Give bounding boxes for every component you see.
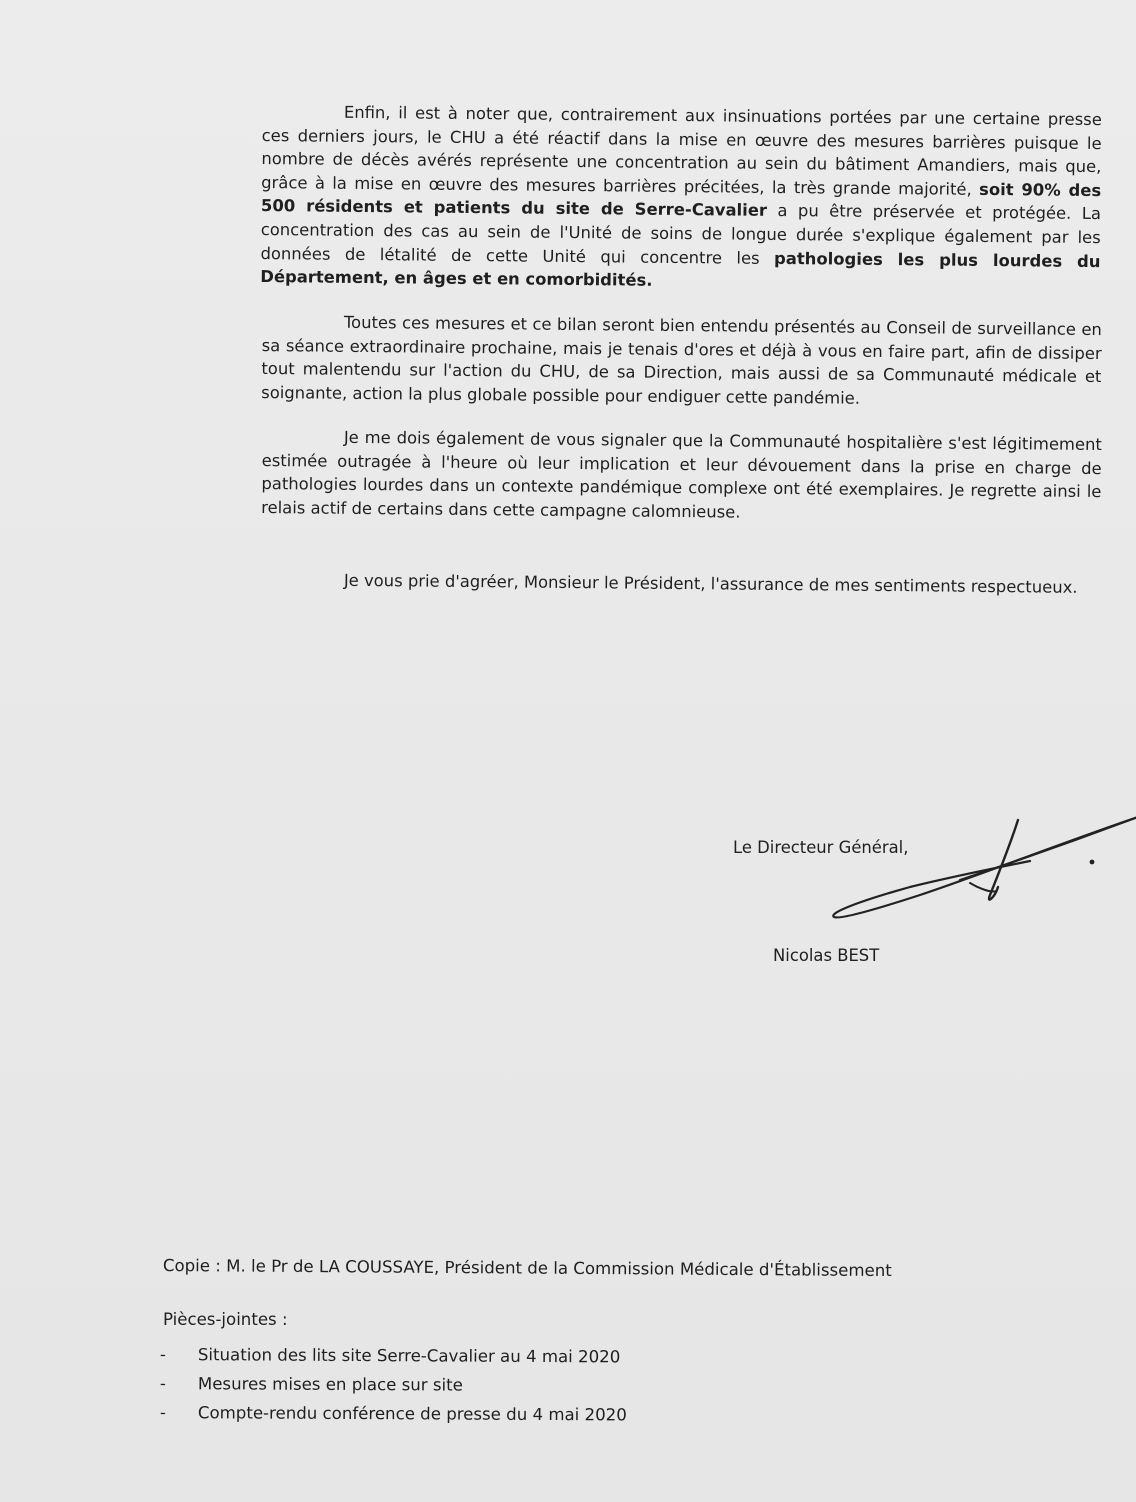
list-item	[160, 1340, 627, 1371]
paragraph-segment-bold: pathologies les plus lourdes du Département, en âges et en comorbidités.	[260, 248, 1101, 290]
paragraph-enfin	[260, 100, 1102, 297]
signature-title: Le Directeur Général,	[733, 838, 909, 857]
attachment-label: Situation des lits site Serre-Cavalier au 4 mai 2020	[197, 1345, 621, 1367]
closing-formula: Je vous prie d'agréer, Monsieur le Président, l'assurance de mes sentiments respectueux.	[343, 570, 1078, 597]
attachment-label: Mesures mises en place sur site	[197, 1374, 463, 1395]
attachments-list	[160, 1340, 627, 1427]
list-item	[160, 1398, 627, 1429]
copy-recipient: Copie : M. le Pr de LA COUSSAYE, Président de la Commission Médicale d'Établissement	[162, 1256, 892, 1281]
paragraph-communaute	[261, 425, 1102, 527]
letter-body	[262, 100, 1102, 612]
paragraph-segment: Enfin, il est à noter que, contrairement aux insinuations portées par une certaine presse ces derniers jours, le CHU a été réactif dans la mise en œuvre des mesures barrières puisque le nombre de décès avérés représente une concentration au sein du bâtiment Amandiers, mais que, grâce à la mise en œuvre des mesures barrières précitées, la très grande majorité,	[261, 102, 1102, 199]
signer-name: Nicolas BEST	[773, 946, 880, 965]
attachments-title: Pièces-jointes :	[163, 1310, 288, 1329]
handwritten-signature	[820, 805, 1136, 935]
list-dash: -	[159, 1344, 166, 1365]
paragraph-segment: Je me dois également de vous signaler que la Communauté hospitalière s'est légitimement estimée outragée à l'heure où leur implication et leur dévouement dans la prise en charge de pathologies lourdes dans un contexte pandémique complexe ont été exemplaires. Je regrette ainsi le relais actif de certains dans cette campagne calomnieuse.	[261, 427, 1102, 522]
list-dash: -	[159, 1402, 166, 1423]
paragraph-segment: a pu être préservée et protégée. La concentration des cas au sein de l'Unité de soins de longue durée s'explique également par les données de létalité de cette Unité qui concentre les	[260, 201, 1102, 268]
list-dash: -	[159, 1373, 166, 1394]
paragraph-segment-bold: soit 90% des 500 résidents et patients du site de Serre-Cavalier	[260, 179, 1102, 221]
paragraph-mesures	[261, 310, 1102, 412]
attachment-label: Compte-rendu conférence de presse du 4 mai 2020	[197, 1403, 627, 1425]
list-item	[160, 1369, 627, 1400]
paragraph-segment: Toutes ces mesures et ce bilan seront bien entendu présentés au Conseil de surveillance en sa séance extraordinaire prochaine, mais je tenais d'ores et déjà à vous en faire part, afin de dissiper tout malentendu sur l'action du CHU, de sa Direction, mais aussi de sa Communauté médicale et soignante, action la plus globale possible pour endiguer cette pandémie.	[261, 312, 1102, 408]
